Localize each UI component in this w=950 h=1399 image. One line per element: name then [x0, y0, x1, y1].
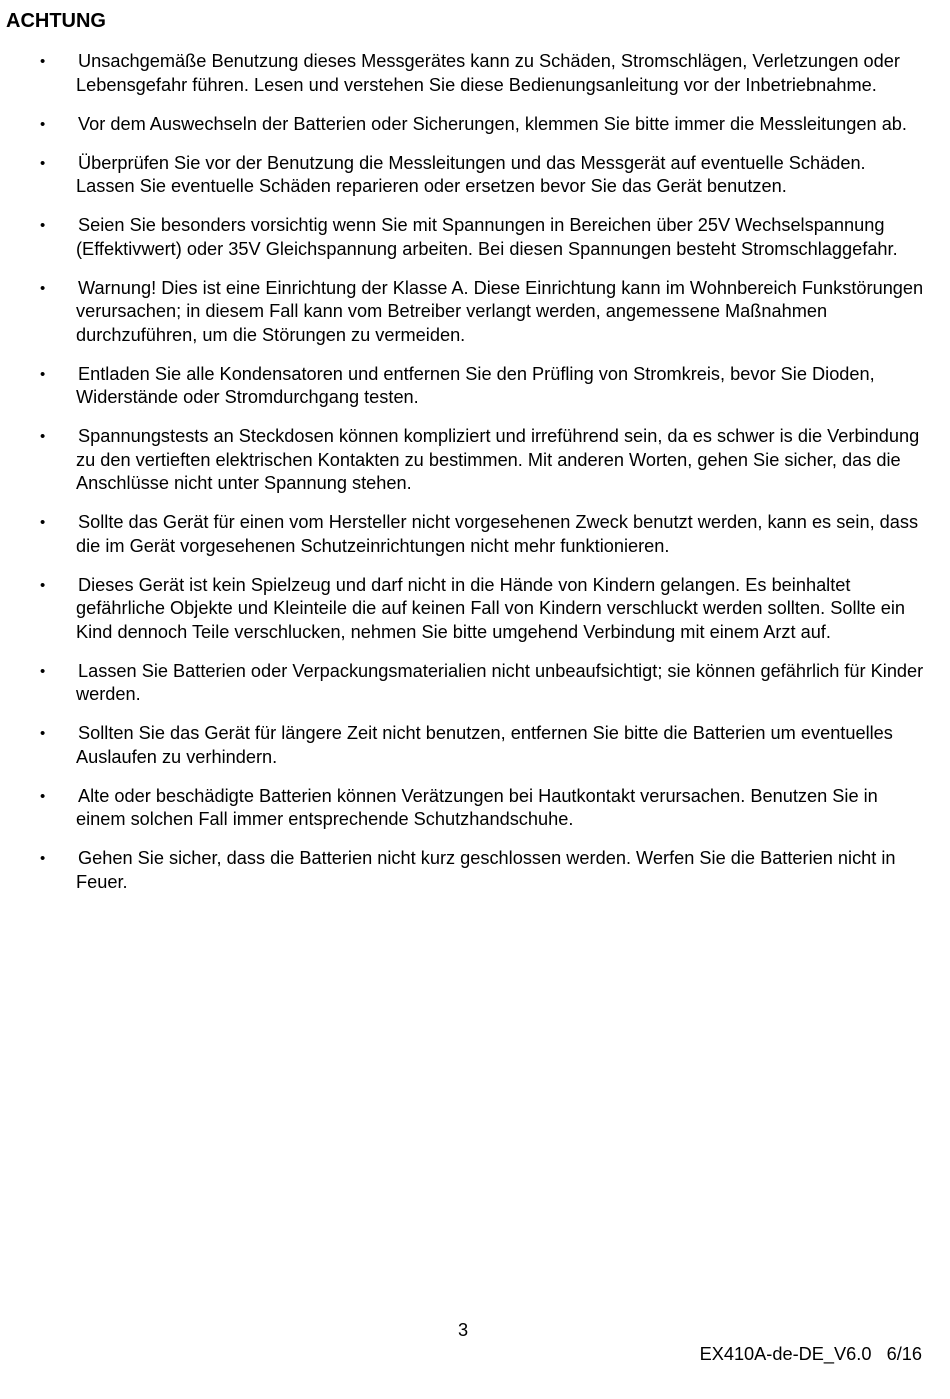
- list-item: [0, 363, 950, 410]
- list-item-text: Gehen Sie sicher, dass die Batterien nicht kurz geschlossen werden. Werfen Sie die Batterien nicht in Feuer.: [76, 848, 896, 892]
- list-item: [0, 722, 950, 769]
- bullet-icon: •: [40, 279, 46, 297]
- list-item-text: Warnung! Dies ist eine Einrichtung der Klasse A. Diese Einrichtung kann im Wohnbereich Funkstörungen verursachen; in diesem Fall kann vom Betreiber verlangt werden, angemessene Maßnahmen durchzuführen, um die Störungen zu vermeiden.: [76, 277, 924, 345]
- bullet-icon: •: [40, 725, 46, 742]
- warning-list: [0, 50, 950, 910]
- list-item-text: Alte oder beschädigte Batterien können Verätzungen bei Hautkontakt verursachen. Benutzen Sie in einem solchen Fall immer entsprechende Schutzhandschuhe.: [76, 785, 878, 829]
- bullet-icon: •: [40, 365, 46, 383]
- list-item: [0, 277, 950, 348]
- bullet-icon: •: [40, 53, 46, 70]
- list-item-text: Lassen Sie Batterien oder Verpackungsmaterialien nicht unbeaufsichtigt; sie können gefährlich für Kinder werden.: [76, 660, 924, 704]
- list-item: [0, 214, 950, 261]
- list-item: [0, 113, 950, 137]
- list-item: [0, 660, 950, 707]
- list-item: [0, 425, 950, 496]
- bullet-icon: •: [40, 662, 46, 680]
- page-number: 3: [457, 1320, 469, 1340]
- bullet-icon: •: [40, 115, 46, 133]
- list-item: [0, 847, 950, 894]
- list-item-text: Überprüfen Sie vor der Benutzung die Messleitungen und das Messgerät auf eventuelle Schäden. Lassen Sie eventuelle Schäden reparieren oder ersetzen bevor Sie das Gerät benutzen.: [76, 152, 866, 196]
- list-item-text: Dieses Gerät ist kein Spielzeug und darf nicht in die Hände von Kindern gelangen. Es beinhaltet gefährliche Objekte und Kleinteile die auf keinen Fall von Kindern verschluckt werden sollten. Sollte ein Kind dennoch Teile verschlucken, nehmen Sie bitte umgehend Verbindung mit einem Arzt auf.: [76, 574, 906, 642]
- list-item-text: Spannungstests an Steckdosen können kompliziert und irreführend sein, da es schwer is die Verbindung zu den vertieften elektrischen Kontakten zu bestimmen. Mit anderen Worten, gehen Sie sicher, das die Anschlüsse nicht unter Spannung stehen.: [76, 426, 920, 493]
- bullet-icon: •: [40, 217, 46, 234]
- list-item: [0, 511, 950, 558]
- bullet-icon: •: [40, 850, 46, 867]
- bullet-icon: •: [40, 787, 46, 805]
- page-title: ACHTUNG: [6, 10, 106, 32]
- list-item: [0, 152, 950, 199]
- document-id: EX410A-de-DE_V6.0 6/16: [699, 1344, 922, 1364]
- list-item-text: Entladen Sie alle Kondensatoren und entfernen Sie den Prüfling von Stromkreis, bevor Sie Dioden, Widerstände oder Stromdurchgang testen.: [76, 363, 875, 407]
- list-item-text: Sollten Sie das Gerät für längere Zeit nicht benutzen, entfernen Sie bitte die Batterien um eventuelles Auslaufen zu verhindern.: [76, 723, 893, 767]
- bullet-icon: •: [40, 576, 46, 594]
- bullet-icon: •: [40, 428, 46, 445]
- list-item-text: Sollte das Gerät für einen vom Hersteller nicht vorgesehenen Zweck benutzt werden, kann es sein, dass die im Gerät vorgesehenen Schutzeinrichtungen nicht mehr funktionieren.: [76, 512, 919, 556]
- list-item-text: Seien Sie besonders vorsichtig wenn Sie mit Spannungen in Bereichen über 25V Wechselspannung (Effektivwert) oder 35V Gleichspannung arbeiten. Bei diesen Spannungen besteht Stromschlaggefahr.: [76, 215, 898, 259]
- bullet-icon: •: [40, 514, 46, 531]
- list-item-text: Vor dem Auswechseln der Batterien oder Sicherungen, klemmen Sie bitte immer die Messleitungen ab.: [78, 113, 907, 134]
- list-item: [0, 50, 950, 97]
- list-item-text: Unsachgemäße Benutzung dieses Messgerätes kann zu Schäden, Stromschlägen, Verletzungen oder Lebensgefahr führen. Lesen und verstehen Sie diese Bedienungsanleitung vor der Inbetriebnahme.: [76, 51, 900, 95]
- bullet-icon: •: [40, 154, 46, 172]
- list-item: [0, 785, 950, 832]
- list-item: [0, 574, 950, 645]
